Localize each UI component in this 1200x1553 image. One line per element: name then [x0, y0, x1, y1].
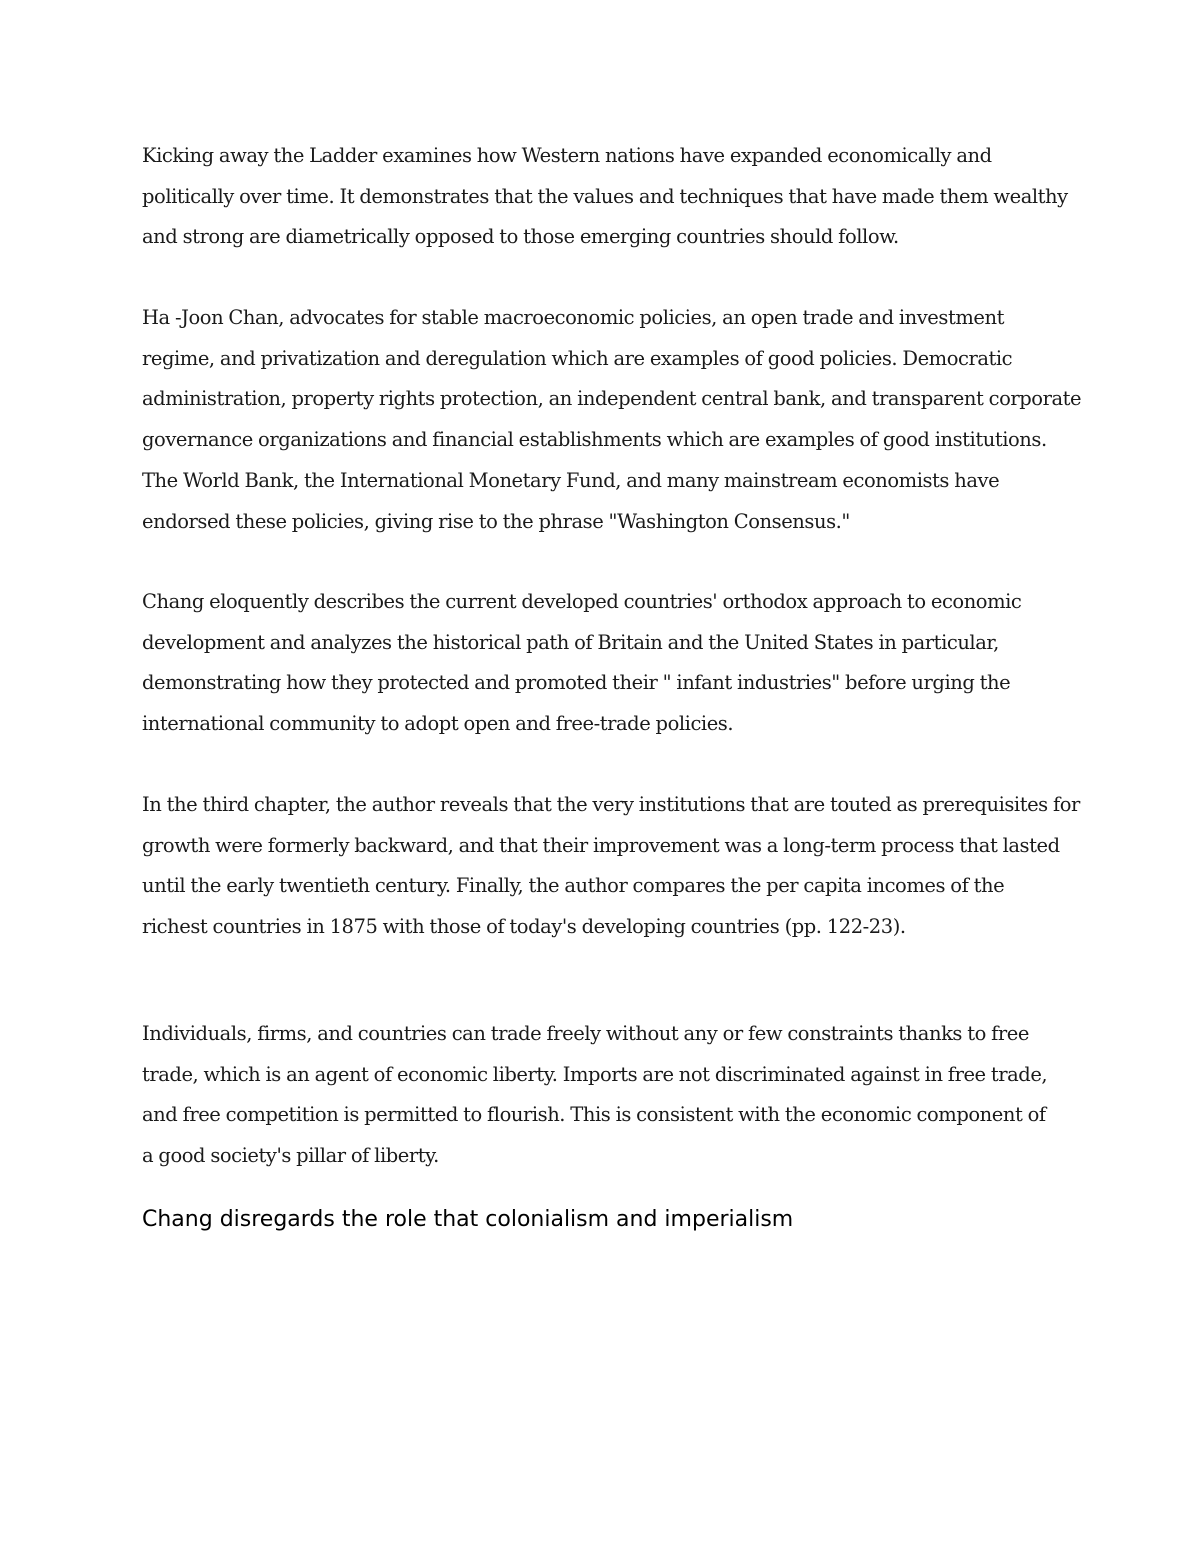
- text-line: until the early twentieth century. Finally, the author compares the per capita incomes of the: [142, 874, 1005, 898]
- text-line: Kicking away the Ladder examines how Western nations have expanded economically and: [142, 144, 992, 167]
- paragraph-washington-consensus: [142, 298, 1082, 542]
- paragraph-infant-industries: [142, 582, 1072, 745]
- text-line: a good society's pillar of liberty.: [142, 1144, 439, 1168]
- text-line: demonstrating how they protected and promoted their " infant industries" before urging the: [142, 671, 1011, 695]
- text-line: Ha -Joon Chan, advocates for stable macroeconomic policies, an open trade and investment: [142, 306, 1004, 329]
- paragraph-free-trade-liberty: [142, 1014, 1072, 1177]
- text-line: governance organizations and financial establishments which are examples of good institutions.: [142, 428, 1047, 452]
- text-line: administration, property rights protection, an independent central bank, and transparent corporate: [142, 387, 1082, 411]
- text-line: In the third chapter, the author reveals that the very institutions that are touted as prerequisites for: [142, 793, 1080, 816]
- text-line: and strong are diametrically opposed to those emerging countries should follow.: [142, 225, 899, 249]
- text-line: Chang eloquently describes the current developed countries' orthodox approach to economic: [142, 590, 1022, 613]
- section-heading: Chang disregards the role that colonialism and imperialism: [142, 1207, 794, 1232]
- text-line: and free competition is permitted to flourish. This is consistent with the economic component of: [142, 1103, 1046, 1127]
- paragraph-third-chapter: [142, 785, 1080, 948]
- text-line: politically over time. It demonstrates that the values and techniques that have made them wealthy: [142, 184, 1068, 208]
- text-line: regime, and privatization and deregulation which are examples of good policies. Democratic: [142, 346, 1013, 370]
- text-line: endorsed these policies, giving rise to the phrase "Washington Consensus.": [142, 509, 850, 533]
- text-line: Individuals, firms, and countries can trade freely without any or few constraints thanks to free: [142, 1022, 1029, 1045]
- text-line: growth were formerly backward, and that their improvement was a long-term process that lasted: [142, 833, 1060, 857]
- text-line: richest countries in 1875 with those of today's developing countries (pp. 122-23).: [142, 915, 906, 939]
- text-line: trade, which is an agent of economic liberty. Imports are not discriminated against in free trade,: [142, 1062, 1048, 1086]
- text-line: international community to adopt open and free-trade policies.: [142, 712, 734, 736]
- text-line: The World Bank, the International Monetary Fund, and many mainstream economists have: [142, 468, 1000, 492]
- paragraph-kicking-away-the-ladder: [142, 136, 1072, 258]
- text-line: development and analyzes the historical path of Britain and the United States in particular,: [142, 630, 999, 654]
